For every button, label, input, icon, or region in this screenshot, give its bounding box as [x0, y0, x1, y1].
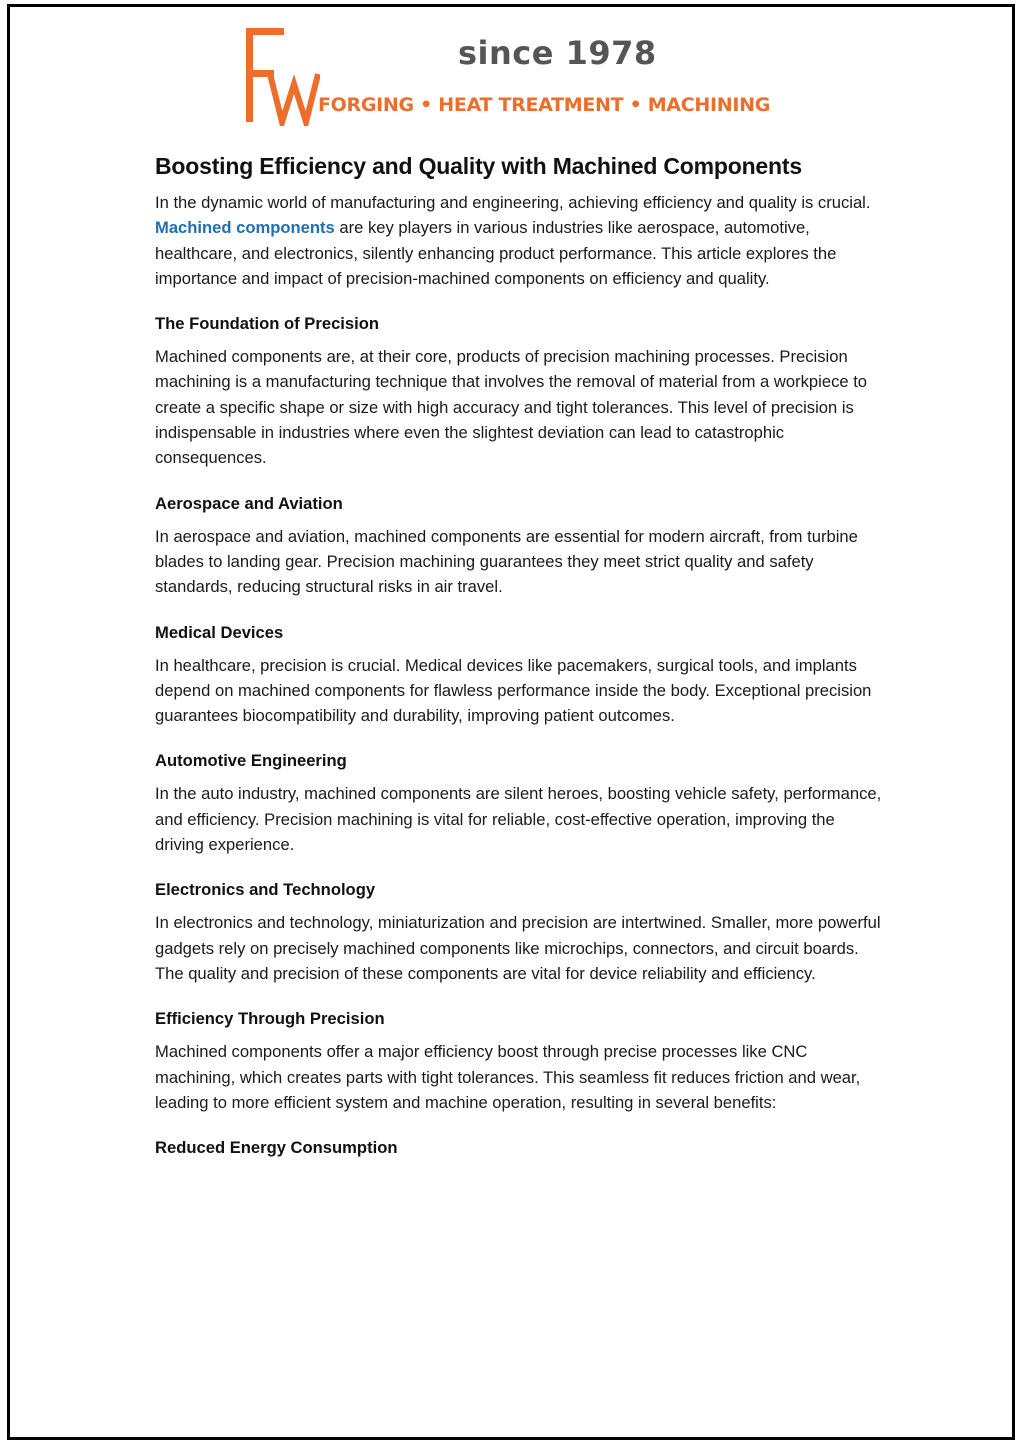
- section-body: Machined components are, at their core, products of precision machining processes. Precision machining is a manufacturing technique that involves the removal of material from a workpiece to create a specific shape or size with high accuracy and tight tolerances. This level of precision is indispensable in industries where even the slightest deviation can lead to catastrophic consequences.: [155, 347, 868, 468]
- section-heading: Automotive Engineering: [155, 751, 347, 771]
- section-heading: Electronics and Technology: [155, 880, 376, 900]
- intro-text-start: In the dynamic world of manufacturing and engineering, achieving efficiency and quality is crucial.: [155, 193, 871, 212]
- section-body: In the auto industry, machined components are silent heroes, boosting vehicle safety, performance, and efficiency. Precision machining is vital for reliable, cost-effective operation, improving the driving experience.: [155, 784, 882, 855]
- article: [155, 150, 885, 1160]
- company-logo: [240, 26, 810, 130]
- section-heading: Efficiency Through Precision: [155, 1009, 385, 1029]
- machined-components-link[interactable]: Machined components: [155, 218, 335, 238]
- logo-since-text: since 1978: [458, 34, 657, 72]
- section-heading: Reduced Energy Consumption: [155, 1138, 398, 1158]
- section-automotive: [155, 748, 885, 857]
- section-medical-devices: [155, 620, 885, 729]
- section-body: In electronics and technology, miniaturization and precision are intertwined. Smaller, more powerful gadgets rely on precisely machined components like microchips, connectors, and circuit boards. The quality and precision of these components are vital for device reliability and efficiency.: [155, 913, 881, 983]
- fw-monogram: [240, 26, 320, 126]
- article-title: Boosting Efficiency and Quality with Machined Components: [155, 153, 802, 179]
- section-reduced-energy: [155, 1135, 885, 1160]
- section-aerospace: [155, 491, 885, 600]
- intro-paragraph: [155, 190, 885, 291]
- section-body: In aerospace and aviation, machined components are essential for modern aircraft, from turbine blades to landing gear. Precision machining guarantees they meet strict quality and safety standards, reducing structural risks in air travel.: [155, 526, 858, 597]
- section-body: In healthcare, precision is crucial. Medical devices like pacemakers, surgical tools, and implants depend on machined components for flawless performance inside the body. Exceptional precision guarantees biocompatibility and durability, improving patient outcomes.: [155, 655, 872, 726]
- intro-text-end: are key players in various industries like aerospace, automotive, healthcare, and electronics, silently enhancing product performance. This article explores the importance and impact of precision-machined components on efficiency and quality.: [155, 218, 837, 288]
- section-efficiency: [155, 1006, 885, 1115]
- section-electronics: [155, 877, 885, 986]
- section-heading: Medical Devices: [155, 622, 284, 642]
- section-foundation-of-precision: [155, 311, 885, 470]
- section-heading: Aerospace and Aviation: [155, 493, 343, 513]
- section-heading: The Foundation of Precision: [155, 314, 380, 334]
- section-body: Machined components offer a major efficiency boost through precise processes like CNC machining, which creates parts with tight tolerances. This seamless fit reduces friction and wear, leading to more efficient system and machine operation, resulting in several benefits:: [155, 1042, 861, 1112]
- logo-tagline: FORGING • HEAT TREATMENT • MACHINING: [318, 94, 771, 116]
